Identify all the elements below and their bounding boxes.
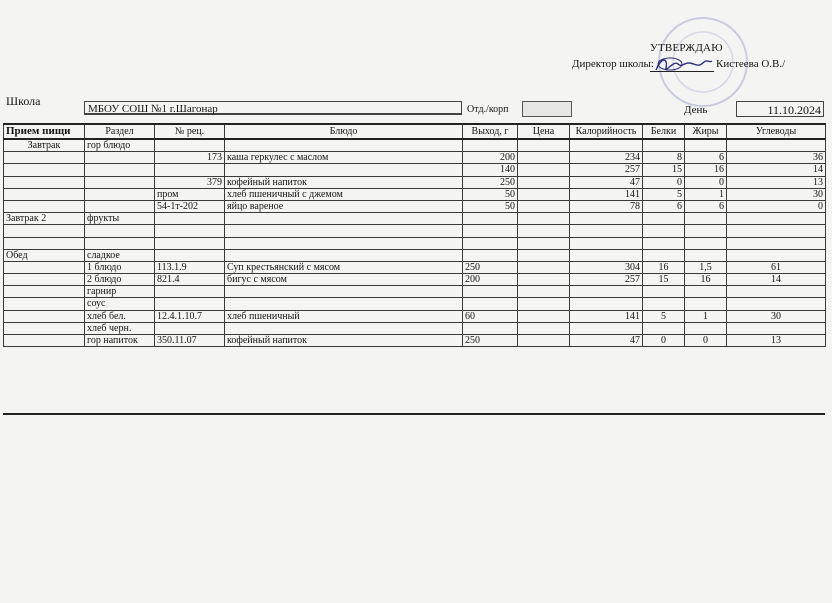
fat-cell <box>685 213 727 225</box>
yield-cell <box>463 298 518 310</box>
protein-cell: 5 <box>643 188 685 200</box>
dish-cell: кофейный напиток <box>225 335 463 347</box>
price-cell <box>518 298 570 310</box>
protein-cell: 15 <box>643 164 685 176</box>
section-cell <box>85 237 155 249</box>
meal-cell: Обед <box>4 249 85 261</box>
meal-cell: Завтрак <box>4 139 85 152</box>
yield-cell <box>463 237 518 249</box>
carbs-cell <box>727 298 826 310</box>
col-header: Раздел <box>85 124 155 139</box>
signature-line <box>650 71 714 72</box>
col-header: Углеводы <box>727 124 826 139</box>
section-cell <box>85 200 155 212</box>
section-cell: хлеб бел. <box>85 310 155 322</box>
recipe-cell <box>155 213 225 225</box>
meal-cell <box>4 188 85 200</box>
carbs-cell <box>727 213 826 225</box>
director-name: Кистеева О.В./ <box>716 58 786 70</box>
section-cell: фрукты <box>85 213 155 225</box>
table-row <box>4 335 826 347</box>
carbs-cell <box>727 237 826 249</box>
dish-cell <box>225 298 463 310</box>
price-cell <box>518 139 570 152</box>
table-row <box>4 164 826 176</box>
table-row <box>4 261 826 273</box>
fat-cell: 1,5 <box>685 261 727 273</box>
meal-cell <box>4 200 85 212</box>
dish-cell: кофейный напиток <box>225 176 463 188</box>
school-name-field: МБОУ СОШ №1 г.Шагонар <box>84 101 462 115</box>
table-row <box>4 274 826 286</box>
section-cell: сладкое <box>85 249 155 261</box>
kcal-cell <box>570 139 643 152</box>
fat-cell <box>685 298 727 310</box>
col-header: Прием пищи <box>4 124 85 139</box>
yield-cell: 140 <box>463 164 518 176</box>
section-cell: гор блюдо <box>85 139 155 152</box>
carbs-cell: 61 <box>727 261 826 273</box>
kcal-cell: 234 <box>570 152 643 164</box>
carbs-cell <box>727 286 826 298</box>
kcal-cell <box>570 213 643 225</box>
table-row <box>4 188 826 200</box>
table-row <box>4 286 826 298</box>
carbs-cell: 0 <box>727 200 826 212</box>
recipe-cell <box>155 322 225 334</box>
menu-body <box>4 139 826 347</box>
dish-cell: хлеб пшеничный с джемом <box>225 188 463 200</box>
section-cell: гор напиток <box>85 335 155 347</box>
meal-cell <box>4 286 85 298</box>
day-label: День <box>684 104 708 116</box>
protein-cell <box>643 286 685 298</box>
table-header-row <box>4 124 826 139</box>
price-cell <box>518 176 570 188</box>
yield-cell: 250 <box>463 335 518 347</box>
recipe-cell <box>155 286 225 298</box>
fat-cell: 0 <box>685 176 727 188</box>
price-cell <box>518 310 570 322</box>
protein-cell <box>643 298 685 310</box>
protein-cell: 0 <box>643 335 685 347</box>
meal-cell <box>4 298 85 310</box>
yield-cell: 200 <box>463 152 518 164</box>
protein-cell: 5 <box>643 310 685 322</box>
section-cell: 1 блюдо <box>85 261 155 273</box>
kcal-cell: 141 <box>570 188 643 200</box>
table-bottom-border <box>3 413 825 415</box>
recipe-cell <box>155 249 225 261</box>
col-header: № рец. <box>155 124 225 139</box>
fat-cell: 1 <box>685 188 727 200</box>
approve-label: УТВЕРЖДАЮ <box>650 42 723 54</box>
carbs-cell <box>727 322 826 334</box>
recipe-cell: 12.4.1.10.7 <box>155 310 225 322</box>
kcal-cell <box>570 298 643 310</box>
recipe-cell: 113.1.9 <box>155 261 225 273</box>
dish-cell <box>225 286 463 298</box>
protein-cell <box>643 322 685 334</box>
fat-cell <box>685 322 727 334</box>
kcal-cell <box>570 322 643 334</box>
carbs-cell: 14 <box>727 274 826 286</box>
table-row <box>4 237 826 249</box>
recipe-cell <box>155 298 225 310</box>
date-field: 11.10.2024 <box>736 101 824 117</box>
protein-cell <box>643 213 685 225</box>
yield-cell <box>463 225 518 237</box>
carbs-cell: 30 <box>727 188 826 200</box>
price-cell <box>518 237 570 249</box>
fat-cell: 6 <box>685 200 727 212</box>
kcal-cell <box>570 249 643 261</box>
carbs-cell <box>727 249 826 261</box>
recipe-cell: 379 <box>155 176 225 188</box>
protein-cell <box>643 225 685 237</box>
price-cell <box>518 322 570 334</box>
protein-cell <box>643 237 685 249</box>
kcal-cell: 257 <box>570 164 643 176</box>
yield-cell <box>463 213 518 225</box>
recipe-cell: 54-1т-202 <box>155 200 225 212</box>
dish-cell: бигус с мясом <box>225 274 463 286</box>
dish-cell <box>225 225 463 237</box>
table-row <box>4 139 826 152</box>
kcal-cell: 78 <box>570 200 643 212</box>
table-row <box>4 213 826 225</box>
dish-cell <box>225 237 463 249</box>
kcal-cell: 257 <box>570 274 643 286</box>
meal-cell <box>4 310 85 322</box>
kcal-cell: 141 <box>570 310 643 322</box>
fat-cell: 16 <box>685 164 727 176</box>
yield-cell <box>463 249 518 261</box>
recipe-cell <box>155 225 225 237</box>
menu-table <box>3 123 826 347</box>
yield-cell <box>463 139 518 152</box>
meal-cell <box>4 152 85 164</box>
kcal-cell: 47 <box>570 335 643 347</box>
protein-cell: 16 <box>643 261 685 273</box>
meal-cell <box>4 335 85 347</box>
yield-cell <box>463 286 518 298</box>
carbs-cell <box>727 225 826 237</box>
dept-field <box>522 101 572 117</box>
protein-cell: 15 <box>643 274 685 286</box>
table-row <box>4 200 826 212</box>
meal-cell <box>4 274 85 286</box>
carbs-cell: 13 <box>727 176 826 188</box>
table-row <box>4 322 826 334</box>
protein-cell: 0 <box>643 176 685 188</box>
meal-cell <box>4 322 85 334</box>
yield-cell: 200 <box>463 274 518 286</box>
price-cell <box>518 152 570 164</box>
recipe-cell <box>155 139 225 152</box>
dept-label: Отд./корп <box>467 104 509 115</box>
dish-cell <box>225 322 463 334</box>
protein-cell <box>643 249 685 261</box>
section-cell: хлеб черн. <box>85 322 155 334</box>
meal-cell <box>4 176 85 188</box>
yield-cell: 60 <box>463 310 518 322</box>
price-cell <box>518 335 570 347</box>
director-label: Директор школы: <box>572 58 654 70</box>
fat-cell: 6 <box>685 152 727 164</box>
recipe-cell: 821.4 <box>155 274 225 286</box>
section-cell <box>85 225 155 237</box>
yield-cell: 250 <box>463 176 518 188</box>
price-cell <box>518 225 570 237</box>
recipe-cell <box>155 164 225 176</box>
meal-cell <box>4 261 85 273</box>
table-row <box>4 310 826 322</box>
section-cell: гарнир <box>85 286 155 298</box>
dish-cell: хлеб пшеничный <box>225 310 463 322</box>
dish-cell: яйцо вареное <box>225 200 463 212</box>
table-row <box>4 225 826 237</box>
recipe-cell: 350.11.07 <box>155 335 225 347</box>
dish-cell <box>225 139 463 152</box>
table-row <box>4 176 826 188</box>
col-header: Белки <box>643 124 685 139</box>
meal-cell <box>4 225 85 237</box>
section-cell <box>85 188 155 200</box>
recipe-cell <box>155 237 225 249</box>
carbs-cell: 30 <box>727 310 826 322</box>
kcal-cell <box>570 237 643 249</box>
fat-cell: 16 <box>685 274 727 286</box>
price-cell <box>518 213 570 225</box>
protein-cell <box>643 139 685 152</box>
price-cell <box>518 274 570 286</box>
carbs-cell <box>727 139 826 152</box>
dish-cell <box>225 213 463 225</box>
price-cell <box>518 249 570 261</box>
price-cell <box>518 286 570 298</box>
protein-cell: 6 <box>643 200 685 212</box>
meal-cell: Завтрак 2 <box>4 213 85 225</box>
yield-cell <box>463 322 518 334</box>
carbs-cell: 14 <box>727 164 826 176</box>
fat-cell: 1 <box>685 310 727 322</box>
section-cell <box>85 152 155 164</box>
fat-cell <box>685 249 727 261</box>
kcal-cell <box>570 225 643 237</box>
dish-cell: Суп крестьянский с мясом <box>225 261 463 273</box>
table-row <box>4 249 826 261</box>
fat-cell: 0 <box>685 335 727 347</box>
col-header: Блюдо <box>225 124 463 139</box>
section-cell: 2 блюдо <box>85 274 155 286</box>
section-cell <box>85 176 155 188</box>
fat-cell <box>685 139 727 152</box>
recipe-cell: пром <box>155 188 225 200</box>
meal-cell <box>4 237 85 249</box>
yield-cell: 50 <box>463 200 518 212</box>
col-header: Цена <box>518 124 570 139</box>
dish-cell: каша геркулес с маслом <box>225 152 463 164</box>
fat-cell <box>685 286 727 298</box>
col-header: Жиры <box>685 124 727 139</box>
kcal-cell: 304 <box>570 261 643 273</box>
meal-cell <box>4 164 85 176</box>
carbs-cell: 36 <box>727 152 826 164</box>
table-row <box>4 152 826 164</box>
fat-cell <box>685 237 727 249</box>
col-header: Выход, г <box>463 124 518 139</box>
table-row <box>4 298 826 310</box>
kcal-cell <box>570 286 643 298</box>
price-cell <box>518 164 570 176</box>
protein-cell: 8 <box>643 152 685 164</box>
director-signature <box>652 54 714 76</box>
yield-cell: 50 <box>463 188 518 200</box>
carbs-cell: 13 <box>727 335 826 347</box>
recipe-cell: 173 <box>155 152 225 164</box>
col-header: Калорийность <box>570 124 643 139</box>
yield-cell: 250 <box>463 261 518 273</box>
price-cell <box>518 188 570 200</box>
price-cell <box>518 200 570 212</box>
kcal-cell: 47 <box>570 176 643 188</box>
school-label: Школа <box>6 94 41 108</box>
dish-cell <box>225 249 463 261</box>
price-cell <box>518 261 570 273</box>
section-cell <box>85 164 155 176</box>
section-cell: соус <box>85 298 155 310</box>
dish-cell <box>225 164 463 176</box>
fat-cell <box>685 225 727 237</box>
